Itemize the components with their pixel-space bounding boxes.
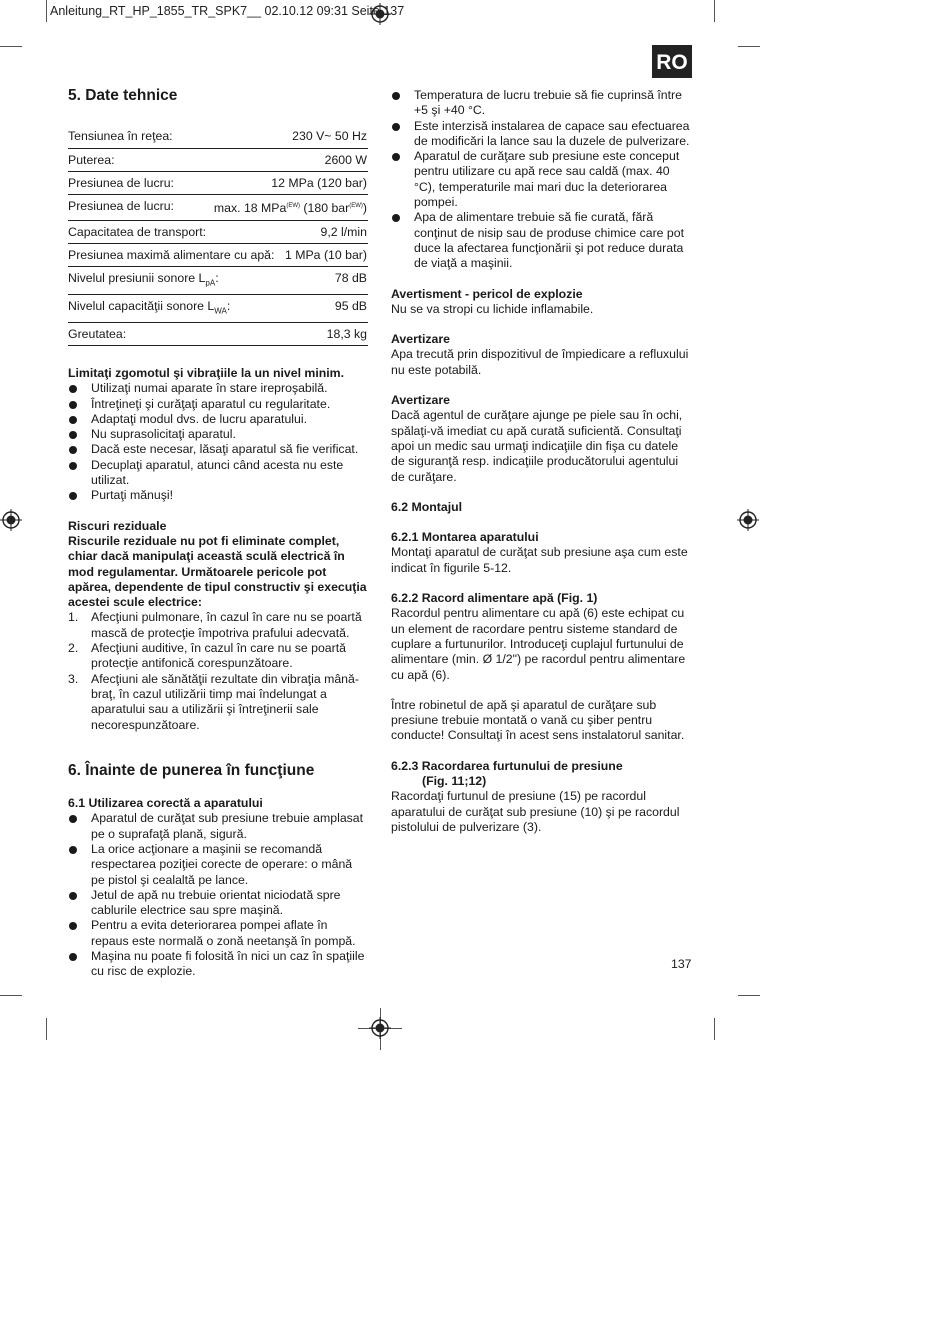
crop-mark xyxy=(714,1018,715,1040)
row-label: Nivelul capacităţii sonore $L_{WA}$: xyxy=(68,298,231,316)
residual-heading: Riscuri reziduale xyxy=(68,518,167,533)
tech-table xyxy=(68,125,368,346)
subsection-heading: 6.2 Montajul xyxy=(391,499,463,514)
section-title-before: 6. Înainte de punerea în funcţiune xyxy=(68,761,315,779)
table-row xyxy=(68,323,368,346)
residual-list xyxy=(68,610,368,732)
row-value: 18,3 kg xyxy=(326,326,367,341)
row-label: Presiunea maximă alimentare cu apă: xyxy=(68,247,275,262)
list-item: Utilizaţi numai aparate în stare ireproşabilă. xyxy=(68,381,368,396)
warning-heading: Avertizare xyxy=(391,393,451,408)
table-row xyxy=(68,244,368,267)
table-row xyxy=(68,295,368,323)
usage-list-continued xyxy=(391,88,693,272)
warning-text: Dacă agentul de curăţare ajunge pe piele sau în ochi, spălaţi-vă imediat cu apă curată suficientă. Consultaţi apoi un medic sau urmaţi indicaţiile din fişa cu datele de siguranţă resp. indicaţiile producătorului agentului de curăţare. xyxy=(391,408,683,484)
row-value: 9,2 l/min xyxy=(320,224,367,239)
list-item: Nu suprasolicitaţi aparatul. xyxy=(68,427,368,442)
subsection-heading: 6.2.3 Racordarea furtunului de presiune xyxy=(391,758,623,773)
paragraph: Racordul pentru alimentare cu apă (6) este echipat cu un element de racordare pentru sisteme standard de cuplare a furtunurilor. Introduceţi cuplajul furtunului de alimentare (min. Ø 1/2") pe racordul pentru alimentare cu apă (6). xyxy=(391,606,686,682)
warning-text: Nu se va stropi cu lichide inflamabile. xyxy=(391,301,594,316)
paragraph: Montaţi aparatul de curăţat sub presiune aşa cum este indicat în figurile 5-12. xyxy=(391,545,688,575)
table-row xyxy=(68,172,368,195)
table-row xyxy=(68,149,368,172)
list-item: Temperatura de lucru trebuie să fie cuprinsă între +5 şi +40 °C. xyxy=(391,88,693,119)
row-label: Capacitatea de transport: xyxy=(68,224,207,239)
print-slug: Anleitung_RT_HP_1855_TR_SPK7__ 02.10.12 09:31 Seite 137 xyxy=(50,4,405,18)
row-value: 2600 W xyxy=(324,152,367,167)
subsection-heading: 6.1 Utilizarea corectă a aparatului xyxy=(68,796,263,811)
table-row xyxy=(68,267,368,295)
noise-heading: Limitaţi zgomotul şi vibraţiile la un nivel minim. xyxy=(68,365,345,380)
table-row xyxy=(68,125,368,148)
list-item: Decuplaţi aparatul, atunci când acesta nu este utilizat. xyxy=(68,458,368,489)
crop-mark xyxy=(46,1018,47,1040)
registration-mark-icon xyxy=(0,509,22,531)
crop-mark xyxy=(46,0,47,22)
usage-list xyxy=(68,811,368,979)
list-item: Aparatul de curăţare sub presiune este conceput pentru utilizare cu apă rece sau caldă (max. 40 °C), temperaturile mai mari duc la deteriorarea pompei. xyxy=(391,149,693,210)
list-item: 3. Afecţiuni ale sănătăţii rezultate din vibraţia mână-braţ, în cazul utilizării timp mai îndelungat a aparatului sau a utilizării şi întreţinerii sale necorespunzătoare. xyxy=(68,671,359,732)
crop-mark xyxy=(0,46,22,47)
list-item: La orice acţionare a maşinii se recomandă respectarea poziţiei corecte de operare: o mână pe pistol şi cealaltă pe lance. xyxy=(68,842,368,888)
row-value: 12 MPa (120 bar) xyxy=(271,175,367,190)
paragraph: Racordaţi furtunul de presiune (15) pe racordul aparatului de curăţat sub presiune (10) şi pe racordul pistolului de pulverizare (3). xyxy=(391,789,680,834)
subsection-heading: 6.2.1 Montarea aparatului xyxy=(391,530,539,545)
page-number: 137 xyxy=(671,957,692,971)
row-value: 1 MPa (10 bar) xyxy=(284,247,367,262)
row-label: Nivelul presiunii sonore $L_{pA}$: xyxy=(68,271,219,288)
left-column xyxy=(68,88,368,980)
crop-mark xyxy=(738,995,760,996)
list-item: 1. Afecţiuni pulmonare, în cazul în care nu se poartă mască de protecţie împotriva prafului adecvată. xyxy=(68,610,362,640)
row-label: Tensiunea în reţea: xyxy=(68,129,173,144)
row-label: Presiunea de lucru: xyxy=(68,175,174,190)
section-title-tech: 5. Date tehnice xyxy=(68,87,178,104)
table-row xyxy=(68,221,368,244)
warning-heading: Avertisment - pericol de explozie xyxy=(391,286,583,301)
warning-heading: Avertizare xyxy=(391,332,451,347)
row-value: max. 18 MPa$^{(EW)}$ (180 bar$^{(EW)}$) xyxy=(213,201,367,216)
noise-list xyxy=(68,381,368,503)
list-item: 2. Afecţiuni auditive, în cazul în care nu se poartă protecţie antifonică corespunzătoare. xyxy=(68,641,346,671)
list-item: Maşina nu poate fi folosită în nici un caz în spaţiile cu risc de explozie. xyxy=(68,949,368,980)
list-item: Apa de alimentare trebuie să fie curată, fără conţinut de nisip sau de produse chimice care pot duce la afectarea funcţionării şi pot reduce durata de viaţă a maşinii. xyxy=(391,210,693,271)
list-item: Aparatul de curăţat sub presiune trebuie amplasat pe o suprafaţă plană, sigură. xyxy=(68,811,368,842)
row-label: Presiunea de lucru: xyxy=(68,199,174,214)
paragraph: Între robinetul de apă şi aparatul de curăţare sub presiune trebuie montată o vană cu şiber pentru conducte! Consultaţi în acest sens instalatorul sanitar. xyxy=(391,697,685,743)
subsection-heading: 6.2.2 Racord alimentare apă (Fig. 1) xyxy=(391,591,598,606)
row-value: 230 V~ 50 Hz xyxy=(292,129,367,144)
list-item: Întreţineţi şi curăţaţi aparatul cu regularitate. xyxy=(68,397,368,412)
row-label: Puterea: xyxy=(68,152,115,167)
residual-intro: Riscurile reziduale nu pot fi eliminate complet, chiar dacă manipulaţi această sculă electrică în mod regulamentar. Următoarele pericole pot apărea, dependente de tipul constructiv şi execuţia acestei scule electrice: xyxy=(68,533,367,610)
row-value: 95 dB xyxy=(334,298,367,313)
crop-mark xyxy=(0,995,22,996)
list-item: Purtaţi mănuşi! xyxy=(68,488,368,503)
registration-mark-icon xyxy=(737,509,759,531)
row-value: 78 dB xyxy=(334,271,367,286)
list-item: Adaptaţi modul dvs. de lucru aparatului. xyxy=(68,412,368,427)
list-item: Este interzisă instalarea de capace sau efectuarea de modificări la lance sau la duzele de pulverizare. xyxy=(391,119,693,150)
list-item: Jetul de apă nu trebuie orientat niciodată spre cablurile electrice sau spre maşină. xyxy=(68,888,368,919)
registration-mark-icon xyxy=(369,1017,391,1039)
table-row xyxy=(68,195,368,220)
list-item: Pentru a evita deteriorarea pompei aflate în repaus este normală o zonă neetanşă în pompă. xyxy=(68,918,368,949)
language-badge: RO xyxy=(652,45,692,78)
list-item: Dacă este necesar, lăsaţi aparatul să fie verificat. xyxy=(68,442,368,457)
row-label: Greutatea: xyxy=(68,326,127,341)
crop-mark xyxy=(738,46,760,47)
warning-text: Apa trecută prin dispozitivul de împiedicare a refluxului nu este potabilă. xyxy=(391,347,689,377)
crop-mark xyxy=(714,0,715,22)
subsection-heading-cont: (Fig. 11;12) xyxy=(422,773,487,788)
right-column xyxy=(391,88,693,835)
